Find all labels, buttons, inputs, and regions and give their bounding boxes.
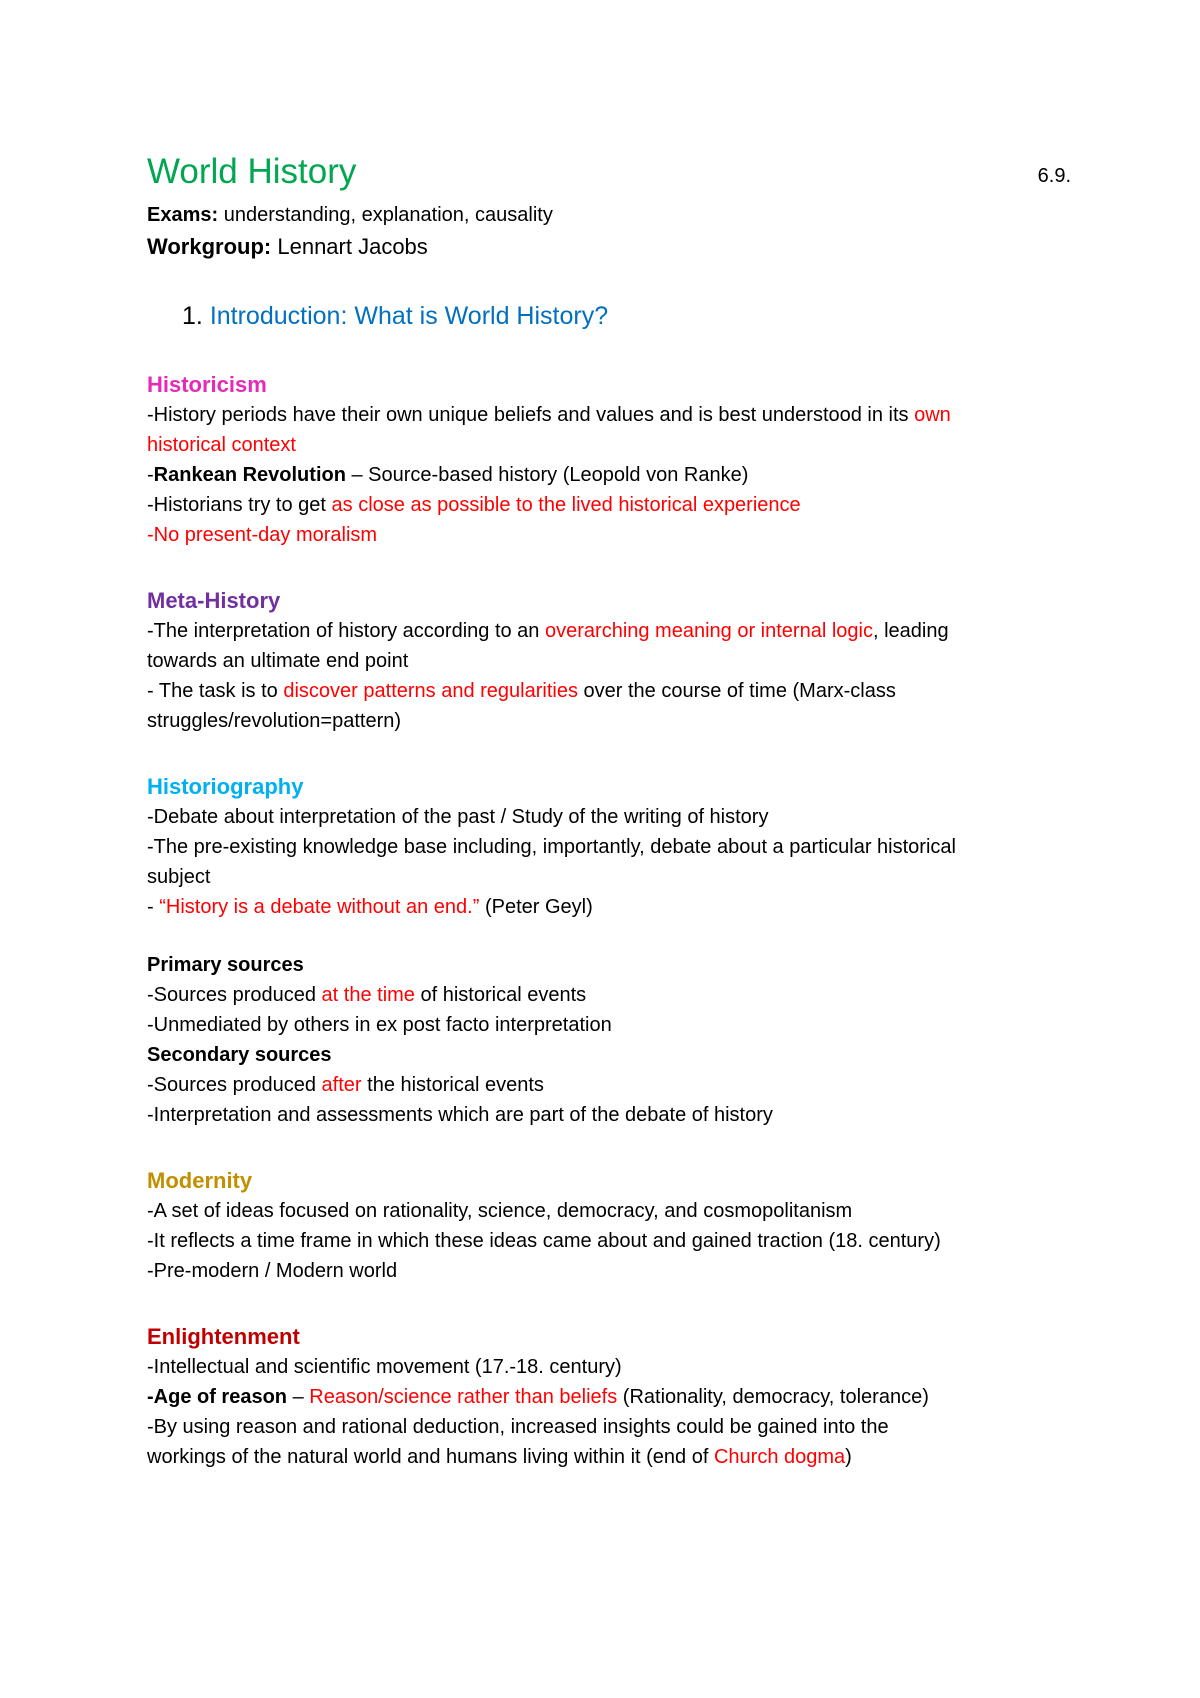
- text-line: -Interpretation and assessments which are part of the debate of history: [147, 1104, 773, 1126]
- topic-title-modernity: Modernity: [147, 1168, 253, 1193]
- secondary-sources-heading: Secondary sources: [147, 1044, 332, 1066]
- topic-title-meta-history: Meta-History: [147, 588, 281, 613]
- exams-label: Exams:: [147, 204, 219, 226]
- workgroup-value: Lennart Jacobs: [271, 234, 428, 259]
- text-line: -A set of ideas focused on rationality, science, democracy, and cosmopolitanism: [147, 1200, 853, 1222]
- workgroup-line: [147, 230, 1067, 264]
- highlight-text: own: [914, 404, 951, 426]
- workgroup-label: Workgroup:: [147, 234, 272, 259]
- text-span: -Historians try to get: [147, 494, 332, 516]
- text-span: over the course of time (Marx-class: [577, 680, 896, 702]
- text-line: -By using reason and rational deduction, increased insights could be gained into the: [147, 1416, 889, 1438]
- text-span: -Sources produced: [147, 1074, 322, 1096]
- topic-historicism: [147, 370, 1067, 550]
- text-line: [147, 892, 1067, 922]
- text-span: workings of the natural world and humans living within it (end of: [147, 1446, 714, 1468]
- text-line: [147, 616, 1067, 646]
- text-span: -: [147, 464, 154, 486]
- topic-modernity: [147, 1166, 1067, 1286]
- topic-title-historicism: Historicism: [147, 372, 267, 397]
- topic-sources: [147, 950, 1067, 1130]
- text-span: the historical events: [361, 1074, 544, 1096]
- text-line: [147, 1382, 1067, 1412]
- document-title: World History: [147, 152, 357, 191]
- text-line: [147, 1070, 1067, 1100]
- text-line: [147, 460, 1067, 490]
- highlight-text: overarching meaning or internal logic: [545, 620, 873, 642]
- text-line: [147, 1442, 1067, 1472]
- highlight-text: as close as possible to the lived historical experience: [331, 494, 801, 516]
- primary-sources-heading: Primary sources: [147, 954, 304, 976]
- exams-value: understanding, explanation, causality: [218, 204, 553, 226]
- highlight-line: historical context: [147, 434, 296, 456]
- text-span: of historical events: [414, 984, 587, 1006]
- text-span: -: [147, 896, 160, 918]
- text-span: (Peter Geyl): [479, 896, 593, 918]
- topic-title-historiography: Historiography: [147, 774, 304, 799]
- bold-text: -Age of reason: [147, 1386, 288, 1408]
- text-span: , leading: [872, 620, 949, 642]
- exams-line: [147, 200, 1067, 230]
- topic-title-enlightenment: Enlightenment: [147, 1324, 300, 1349]
- text-line: -Unmediated by others in ex post facto interpretation: [147, 1014, 612, 1036]
- text-span: ): [845, 1446, 852, 1468]
- text-line: subject: [147, 866, 211, 888]
- title-row: [147, 150, 1071, 200]
- topic-historiography: [147, 772, 1067, 922]
- text-line: towards an ultimate end point: [147, 650, 409, 672]
- text-span: -History periods have their own unique beliefs and values and is best understood in its: [147, 404, 915, 426]
- highlight-text: after: [321, 1074, 362, 1096]
- text-line: -Intellectual and scientific movement (17.-18. century): [147, 1356, 622, 1378]
- text-line: [147, 490, 1067, 520]
- text-line: [147, 400, 1067, 430]
- text-span: – Source-based history (Leopold von Ranke): [345, 464, 749, 486]
- text-span: - The task is to: [147, 680, 284, 702]
- highlight-text: discover patterns and regularities: [283, 680, 578, 702]
- section-heading: [147, 298, 1067, 334]
- text-line: -The pre-existing knowledge base including, importantly, debate about a particular historical: [147, 836, 956, 858]
- topic-enlightenment: [147, 1322, 1067, 1472]
- text-line: [147, 676, 1067, 706]
- text-line: -Debate about interpretation of the past / Study of the writing of history: [147, 806, 769, 828]
- highlight-text: Reason/science rather than beliefs: [309, 1386, 618, 1408]
- section-title: Introduction: What is World History?: [209, 302, 609, 330]
- text-line: -Pre-modern / Modern world: [147, 1260, 398, 1282]
- text-span: –: [287, 1386, 310, 1408]
- topic-meta-history: [147, 586, 1067, 736]
- text-span: -The interpretation of history according to an: [147, 620, 545, 642]
- highlight-text: Church dogma: [713, 1446, 846, 1468]
- section-number: 1.: [182, 302, 203, 330]
- document-page: [147, 150, 1071, 1472]
- highlight-text: at the time: [321, 984, 415, 1006]
- text-span: (Rationality, democracy, tolerance): [617, 1386, 929, 1408]
- text-span: -Sources produced: [147, 984, 322, 1006]
- text-line: [147, 980, 1067, 1010]
- highlight-line: -No present-day moralism: [147, 524, 378, 546]
- bold-text: Rankean Revolution: [153, 464, 346, 486]
- text-line: -It reflects a time frame in which these ideas came about and gained traction (18. century): [147, 1230, 941, 1252]
- text-line: struggles/revolution=pattern): [147, 710, 402, 732]
- quote-text: “History is a debate without an end.”: [159, 896, 480, 918]
- document-date: 6.9.: [1037, 165, 1071, 187]
